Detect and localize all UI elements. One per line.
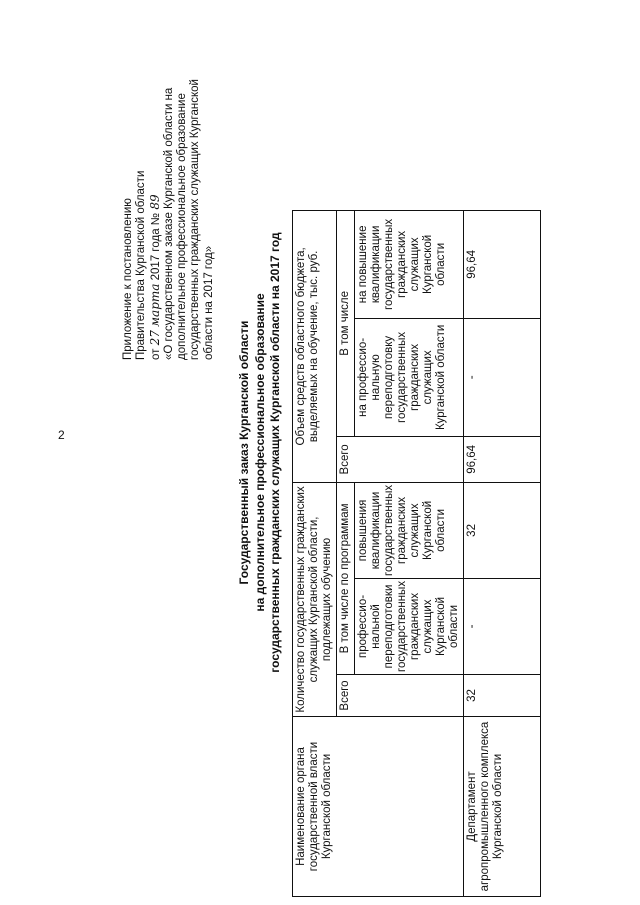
appendix-line: государственных гражданских служащих Курганской	[189, 79, 202, 360]
appendix-line: дополнительное профессиональное образование	[176, 93, 189, 360]
appendix-line: Приложение к постановлению	[122, 198, 134, 360]
handwritten-month: марта	[147, 283, 162, 327]
cell-organ: Департамент агропромышленного комплекса Курганской области	[464, 717, 541, 897]
handwritten-number: 89	[147, 194, 162, 210]
cell-q-qualification: 32	[464, 482, 541, 578]
header-including-programs: В том числе по программам	[337, 482, 355, 674]
appendix-line: области на 2017 год»	[202, 245, 215, 360]
appendix-note	[122, 30, 216, 360]
header-b-qualification: на повышение квалификации государственных гражданских служащих Курганской области	[355, 210, 464, 318]
cell-b-qualification: 96,64	[464, 210, 541, 318]
title-line: Государственный заказ Курганской области	[237, 320, 251, 585]
appendix-line: Правительства Курганской области	[135, 170, 148, 360]
date-prefix: от	[149, 345, 162, 360]
header-budget: Объем средств областного бюджета, выделяемых на обучение, тыс. руб.	[293, 210, 337, 482]
title-line: на дополнительное профессиональное образование	[252, 293, 267, 612]
header-including: В том числе	[337, 210, 355, 436]
header-quantity-total: Всего	[337, 675, 464, 717]
header-q-retraining: профессио-нальной переподготовки государственных гражданских служащих Курганской области	[355, 578, 464, 674]
header-quantity: Количество государственных гражданских служащих Курганской области, подлежащих обучению	[293, 482, 337, 716]
header-budget-total: Всего	[337, 436, 464, 482]
document-title	[237, 0, 284, 905]
header-b-retraining: на профессио-нальную переподготовку государственных гражданских служащих Курганской области	[355, 318, 464, 436]
appendix-date-line	[149, 30, 163, 360]
table-header-row	[293, 210, 337, 896]
title-line: государственных гражданских служащих Курганской области на 2017 год	[268, 232, 282, 673]
cell-b-total: 96,64	[464, 436, 541, 482]
appendix-line: «О государственном заказе Курганской области на	[162, 87, 175, 360]
handwritten-day: 27	[147, 330, 162, 346]
state-order-table	[292, 210, 541, 897]
cell-b-retraining: -	[464, 318, 541, 436]
table-row	[464, 210, 541, 896]
date-middle: 2017 года №	[149, 209, 162, 284]
header-q-qualification: повышения квалификации государственных гражданских служащих Курганской области	[355, 482, 464, 578]
cell-q-retraining: -	[464, 578, 541, 674]
header-organ: Наименование органа государственной власти Курганской области	[293, 717, 464, 897]
cell-q-total: 32	[464, 675, 541, 717]
page-number: 2	[58, 428, 65, 442]
